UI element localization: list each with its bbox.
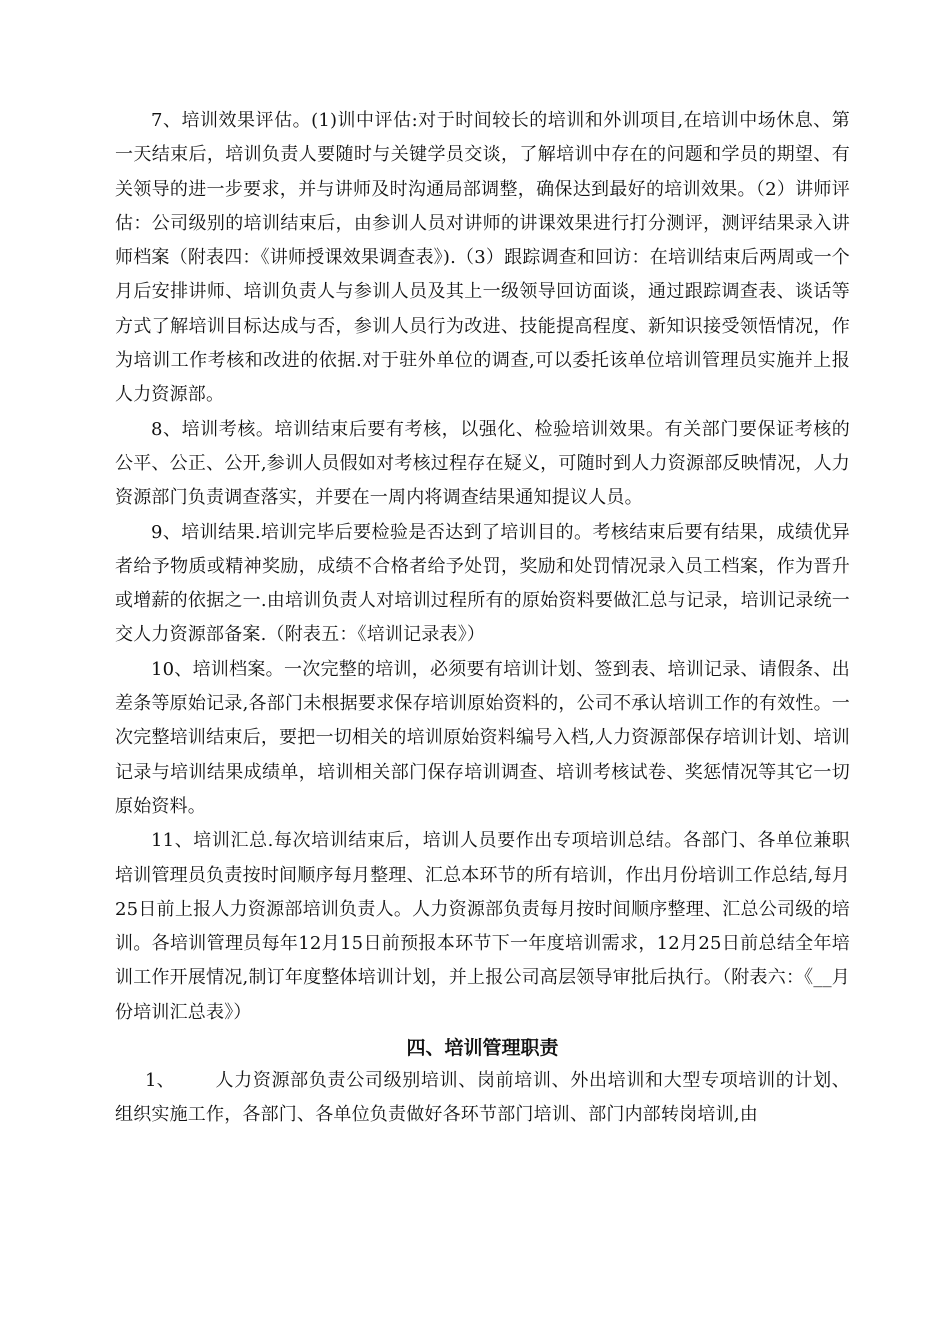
paragraph-training-assessment: 8、培训考核。培训结束后要有考核，以强化、检验培训效果。有关部门要保证考核的公平、公正、公开,参训人员假如对考核过程存在疑义，可随时到人力资源部反映情况，人力资源部门负责调查落实，并要在一周内将调查结果通知提议人员。: [115, 418, 850, 509]
document-page: [115, 104, 850, 1133]
paragraph-training-results: 9、培训结果.培训完毕后要检验是否达到了培训目的。考核结束后要有结果，成绩优异者给予物质或精神奖励，成绩不合格者给予处罚，奖励和处罚情况录入员工档案，作为晋升或增薪的依据之一.由培训负责人对培训过程所有的原始资料要做汇总与记录，培训记录统一交人力资源部备案.（附表五：《培训记录表》）: [115, 521, 850, 646]
section-heading: 四、培训管理职责: [406, 1037, 559, 1060]
paragraph-training-summary: 11、培训汇总.每次培训结束后，培训人员要作出专项培训总结。各部门、各单位兼职培训管理员负责按时间顺序每月整理、汇总本环节的所有培训，作出月份培训工作总结,每月25日前上报人力资源部培训负责人。人力资源部负责每月按时间顺序整理、汇总公司级的培训。各培训管理员每年12月15日前预报本环节下一年度培训需求，12月25日前总结全年培训工作开展情况,制订年度整体培训计划，并上报公司高层领导审批后执行。（附表六：《__月份培训汇总表》）: [115, 830, 850, 1023]
list-item-text: 人力资源部负责公司级别培训、岗前培训、外出培训和大型专项培训的计划、组织实施工作，各部门、各单位负责做好各环节部门培训、部门内部转岗培训,由: [115, 1070, 850, 1126]
list-item-number: 1、: [145, 1070, 175, 1092]
paragraph-training-archives: 10、培训档案。一次完整的培训，必须要有培训计划、签到表、培训记录、请假条、出差条等原始记录,各部门未根据要求保存培训原始资料的，公司不承认培训工作的有效性。一次完整培训结束后，要把一切相关的培训原始资料编号入档,人力资源部保存培训计划、培训记录与培训结果成绩单，培训相关部门保存培训调查、培训考核试卷、奖惩情况等其它一切原始资料。: [115, 658, 850, 817]
list-item-responsibility: [115, 1064, 850, 1133]
paragraph-training-evaluation: 7、培训效果评估。(1)训中评估:对于时间较长的培训和外训项目,在培训中场休息、第一天结束后，培训负责人要随时与关键学员交谈，了解培训中存在的问题和学员的期望、有关领导的进一步要求，并与讲师及时沟通局部调整，确保达到最好的培训效果。（2）讲师评估：公司级别的培训结束后，由参训人员对讲师的讲课效果进行打分测评，测评结果录入讲师档案（附表四：《讲师授课效果调查表》).（3）跟踪调查和回访：在培训结束后两周或一个月后安排讲师、培训负责人与参训人员及其上一级领导回访面谈，通过跟踪调查表、谈话等方式了解培训目标达成与否，参训人员行为改进、技能提高程度、新知识接受领悟情况，作为培训工作考核和改进的依据.对于驻外单位的调查,可以委托该单位培训管理员实施并上报人力资源部。: [115, 110, 850, 406]
